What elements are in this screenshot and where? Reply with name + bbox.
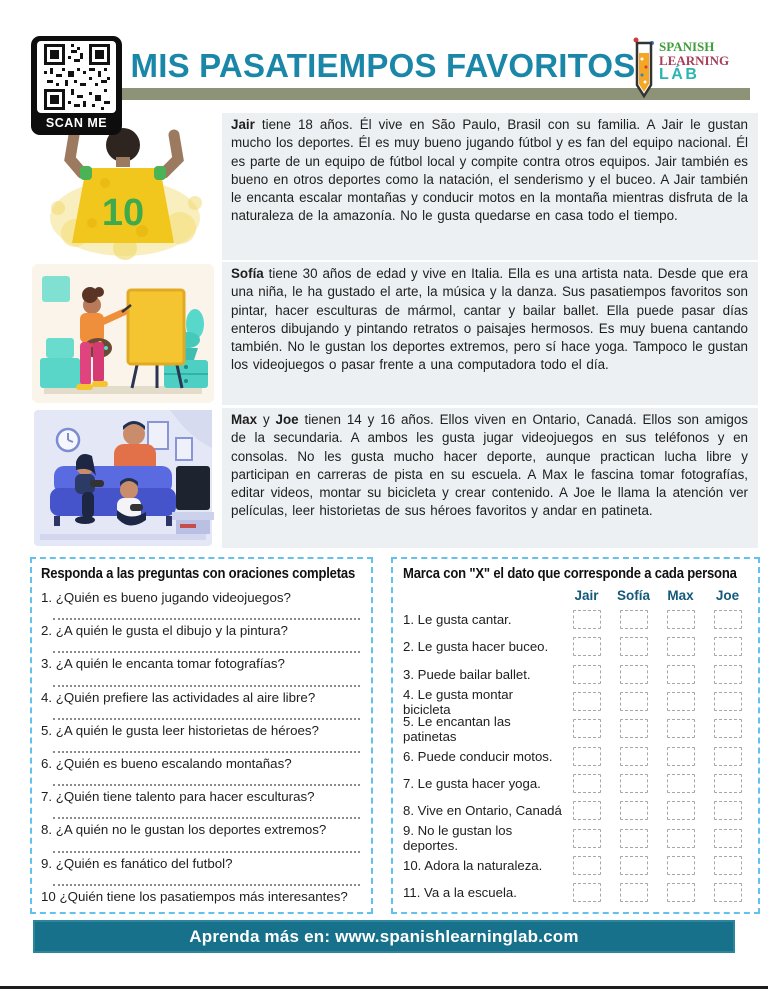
checkbox-sofia[interactable] (620, 774, 648, 793)
question-text: ¿Quién tiene talento para hacer esculturas? (55, 789, 315, 805)
person-header-joe: Joe (715, 588, 740, 603)
checkbox-joe[interactable] (714, 665, 742, 684)
question-text: ¿Quién es bueno escalando montañas? (55, 755, 292, 771)
question-text: ¿Quién prefiere las actividades al aire libre? (55, 689, 316, 705)
footer-link-text[interactable]: Aprenda más en: www.spanishlearninglab.com (189, 926, 579, 946)
question-item (41, 654, 362, 687)
checkbox-joe[interactable] (714, 719, 742, 738)
passage-row-sofia (30, 262, 758, 410)
checkbox-jair[interactable] (573, 747, 601, 766)
question-item (41, 588, 362, 621)
question-number: 4. (41, 689, 53, 705)
question-text: ¿Quién es bueno jugando videojuegos? (55, 590, 291, 605)
checkbox-sofia[interactable] (620, 829, 648, 848)
checkbox-joe[interactable] (714, 801, 742, 820)
passage-box-sofia (222, 262, 758, 405)
grid-row-label: 11. Va a la escuela. (403, 885, 517, 901)
logo-word-lab: LÁB (659, 66, 700, 83)
page-bottom-rule (0, 986, 768, 989)
person-header-jair: Jair (574, 588, 599, 603)
question-text: ¿A quién le gusta el dibujo y la pintura? (55, 623, 288, 639)
question-text: ¿A quién le gusta leer historietas de héroes? (55, 722, 319, 738)
grid-row-label: 5. Le encantan las patinetas (403, 713, 511, 744)
grid-section (391, 557, 760, 914)
passage-box-max-joe (222, 408, 758, 548)
question-item (41, 754, 362, 787)
question-number: 7. (41, 789, 53, 805)
grid-row (403, 688, 751, 715)
person-header-max: Max (667, 588, 694, 603)
checkbox-jair[interactable] (573, 637, 601, 656)
qr-code (37, 41, 116, 113)
grid-row (403, 742, 751, 769)
question-number: 8. (41, 822, 53, 838)
question-item (41, 887, 362, 920)
question-number: 9. (41, 855, 53, 871)
checkbox-max[interactable] (667, 774, 695, 793)
question-text: ¿Quién es fanático del futbol? (55, 855, 233, 871)
footer-banner (33, 920, 735, 953)
logo-word-learning: LEARNING (659, 53, 730, 68)
checkbox-joe[interactable] (714, 692, 742, 711)
grid-row (403, 715, 751, 742)
grid-row-label: 10. Adora la naturaleza. (403, 857, 543, 873)
checkbox-sofia[interactable] (620, 665, 648, 684)
checkbox-jair[interactable] (573, 801, 601, 820)
svg-text:10: 10 (101, 192, 145, 234)
question-text: ¿A quién no le gustan los deportes extremos? (55, 822, 327, 838)
question-number: 2. (41, 623, 53, 639)
grid-row-label: 8. Vive en Ontario, Canadá (403, 803, 562, 819)
checkbox-jair[interactable] (573, 774, 601, 793)
passage-row-jair (30, 113, 758, 265)
checkbox-max[interactable] (667, 692, 695, 711)
checkbox-max[interactable] (667, 610, 695, 629)
checkbox-max[interactable] (667, 801, 695, 820)
question-item (41, 688, 362, 721)
passage-text-max-joe: Max y Joe tienen 14 y 16 años. Ellos viven en Ontario, Canadá. Ellos son amigos de la secundaria. A ambos les gusta jugar videojuegos en sus teléfonos y en consolas. No les gusta mucho hacer deporte, aunque practican lucha libre y participan en carreras de pista en su escuela. A Max le fascina tomar fotografías, editar videos, montar su bicicleta y crear contenido. A Joe le llama la atención ver películas, leer historietas de sus héroes favoritos y andar en patineta. (231, 412, 749, 519)
grid-row-label: 9. No le gustan los deportes. (403, 823, 513, 854)
grid-row-label: 4. Le gusta montar bicicleta (403, 686, 513, 717)
checkbox-max[interactable] (667, 747, 695, 766)
checkbox-sofia[interactable] (620, 856, 648, 875)
checkbox-max[interactable] (667, 856, 695, 875)
checkbox-sofia[interactable] (620, 692, 648, 711)
page-title: MIS PASATIEMPOS FAVORITOS (130, 47, 636, 84)
grid-row (403, 852, 751, 879)
grid-row (403, 661, 751, 688)
question-number: 3. (41, 656, 53, 672)
grid-row-label: 1. Le gusta cantar. (403, 612, 512, 628)
passage-text-sofia: Sofía tiene 30 años de edad y vive en Italia. Ella es una artista nata. Desde que era una niña, le ha gustado el arte, la música y la danza. Sus pasatiempos favoritos son pintar, hacer esculturas de mármol, cantar y bailar ballet. Ella puede pasar días enteros dibujando y pintando retratos o paisajes hermosos. Es muy buena cantando también. No le gustan los deportes extremos, pero sí hace yoga. Tampoco le gustan los videojuegos o pasar frente a una computadora todo el día. (231, 266, 748, 373)
checkbox-max[interactable] (667, 719, 695, 738)
questions-section-title: Responda a las preguntas con oraciones completas (41, 566, 356, 582)
checkbox-sofia[interactable] (620, 637, 648, 656)
checkbox-jair[interactable] (573, 829, 601, 848)
question-item (41, 621, 362, 654)
checkbox-joe[interactable] (714, 774, 742, 793)
checkbox-joe[interactable] (714, 856, 742, 875)
question-item (41, 787, 362, 820)
person-header-sofia: Sofía (616, 588, 650, 603)
checkbox-jair[interactable] (573, 856, 601, 875)
checkbox-max[interactable] (667, 665, 695, 684)
checkbox-jair[interactable] (573, 610, 601, 629)
question-item (41, 721, 362, 754)
grid-row-label: 6. Puede conducir motos. (403, 748, 553, 764)
checkbox-sofia[interactable] (620, 610, 648, 629)
grid-row (403, 879, 751, 906)
checkbox-jair[interactable] (573, 719, 601, 738)
checkbox-max[interactable] (667, 883, 695, 902)
jair-soccer-illustration (30, 113, 216, 265)
question-item (41, 854, 362, 887)
grid-row (403, 770, 751, 797)
spanish-learning-lab-logo (633, 37, 729, 99)
question-text: ¿Quién tiene los pasatiempos más interesantes? (59, 888, 348, 904)
checkbox-joe[interactable] (714, 637, 742, 656)
test-tube-icon (633, 37, 655, 99)
question-number: 5. (41, 722, 53, 738)
question-text: ¿A quién le encanta tomar fotografías? (55, 656, 285, 672)
checkbox-sofia[interactable] (620, 883, 648, 902)
grid-row (403, 633, 751, 660)
questions-section (30, 557, 373, 914)
grid-rows (403, 606, 751, 906)
checkbox-jair[interactable] (573, 883, 601, 902)
checkbox-max[interactable] (667, 829, 695, 848)
grid-row-label: 2. Le gusta hacer buceo. (403, 639, 549, 655)
grid-row (403, 823, 751, 854)
passage-text-jair: Jair tiene 18 años. Él vive en São Paulo, Brasil con su familia. A Jair le gustan mucho los deportes. Él es muy bueno jugando fútbol y es fan del equipo nacional. Él es parte de un equipo de fútbol local y compite contra otros equipos. Jair también es bueno en otros deportes como la natación, el senderismo y el buceo. A Jair también le encanta escalar montañas y conducir motos en la montaña mientras disfruta de la naturaleza de la amazonía. No le gusta quedarse en casa todo el tiempo. (231, 117, 748, 224)
checkbox-sofia[interactable] (620, 747, 648, 766)
checkbox-joe[interactable] (714, 883, 742, 902)
question-number: 1. (41, 590, 53, 605)
question-number: 6. (41, 755, 53, 771)
question-number: 10 (41, 888, 56, 904)
checkbox-sofia[interactable] (620, 719, 648, 738)
qr-code-badge (31, 36, 122, 135)
checkbox-joe[interactable] (714, 610, 742, 629)
checkbox-jair[interactable] (573, 665, 601, 684)
grid-row (403, 797, 751, 824)
checkbox-sofia[interactable] (620, 801, 648, 820)
qr-code-pattern (44, 44, 110, 110)
checkbox-joe[interactable] (714, 747, 742, 766)
sofia-painting-illustration (30, 262, 216, 410)
people-header-row (403, 588, 751, 603)
questions-list (41, 588, 362, 920)
max-joe-gaming-illustration (30, 408, 216, 553)
passage-row-max-joe (30, 408, 758, 553)
grid-row-label: 3. Puede bailar ballet. (403, 666, 531, 682)
checkbox-max[interactable] (667, 637, 695, 656)
checkbox-joe[interactable] (714, 829, 742, 848)
scan-me-label: SCAN ME (45, 116, 108, 130)
grid-row (403, 606, 751, 633)
passage-box-jair (222, 113, 758, 260)
grid-section-title: Marca con "X" el dato que corresponde a cada persona (403, 566, 737, 582)
logo-word-spanish: SPANISH (659, 39, 715, 54)
grid-row-label: 7. Le gusta hacer yoga. (403, 775, 541, 791)
question-item (41, 820, 362, 853)
checkbox-jair[interactable] (573, 692, 601, 711)
